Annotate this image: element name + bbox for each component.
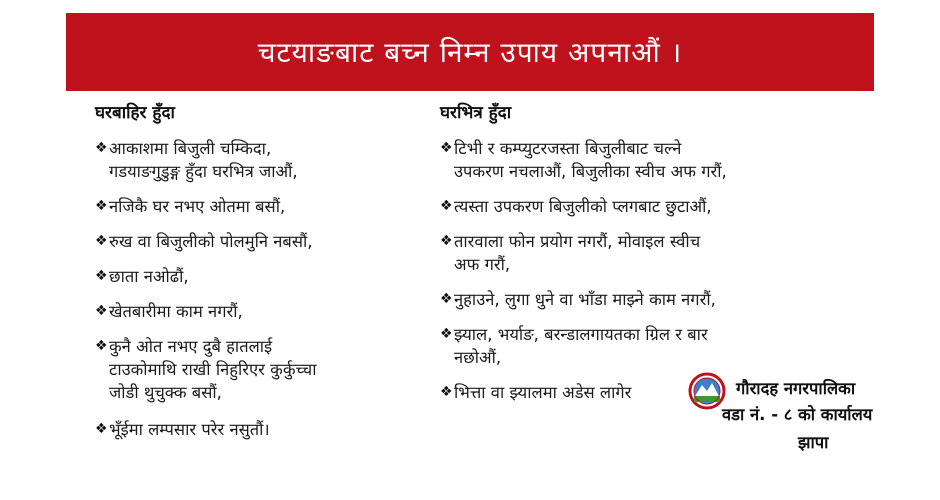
outside-column <box>95 100 415 453</box>
municipality-emblem-icon <box>688 372 726 410</box>
list-item: ❖ भित्ता वा झ्यालमा अडेस लागेर <box>440 383 632 402</box>
diamond-bullet-icon: ❖ <box>440 198 453 214</box>
list-item: ❖ छाता नओढौं, <box>95 267 189 286</box>
list-item: ❖ तारवाला फोन प्रयोग नगरौं, मोवाइल स्वीच अफ गरौं, <box>440 232 701 274</box>
list-item: ❖ खेतबारीमा काम नगरौं, <box>95 302 243 321</box>
ward-office: वडा नं. - ८ को कार्यालय <box>722 405 873 424</box>
diamond-bullet-icon: ❖ <box>440 233 453 249</box>
diamond-bullet-icon: ❖ <box>95 198 108 214</box>
diamond-bullet-icon: ❖ <box>440 291 453 307</box>
list-item: ❖ नजिकै घर नभए ओतमा बसौं, <box>95 197 286 216</box>
page-title: चटयाङबाट बच्न निम्न उपाय अपनाऔं । <box>257 36 683 69</box>
outside-heading: घरबाहिर हुँदा <box>95 103 175 123</box>
inside-list <box>440 137 860 404</box>
municipality-name: गौरादह नगरपालिका <box>736 379 856 398</box>
inside-heading: घरभित्र हुँदा <box>440 103 512 123</box>
diamond-bullet-icon: ❖ <box>95 338 108 354</box>
diamond-bullet-icon: ❖ <box>95 303 108 319</box>
list-item: ❖ रुख वा बिजुलीको पोलमुनि नबसौं, <box>95 232 313 251</box>
district-name: झापा <box>798 433 829 452</box>
diamond-bullet-icon: ❖ <box>95 421 108 437</box>
list-item: ❖ आकाशमा बिजुली चम्किदा, गडयाङगुडुङ्ग हुँदा घरभित्र जाऔं, <box>95 139 298 181</box>
diamond-bullet-icon: ❖ <box>95 233 108 249</box>
list-item: ❖ भूँईमा लम्पसार परेर नसुतौं। <box>95 420 270 439</box>
outside-list <box>95 137 415 441</box>
diamond-bullet-icon: ❖ <box>440 326 453 342</box>
list-item: ❖ टिभी र कम्प्युटरजस्ता बिजुलीबाट चल्ने उपकरण नचलाऔं, बिजुलीका स्वीच अफ गरौं, <box>440 139 727 181</box>
list-item: ❖ कुनै ओत नभए दुबै हातलाई टाउकोमाथि राखी निहुरिएर कुर्कुच्चा जोडी थुचुक्क बसौं, <box>95 337 317 402</box>
diamond-bullet-icon: ❖ <box>440 384 453 400</box>
diamond-bullet-icon: ❖ <box>440 140 453 156</box>
title-banner <box>66 13 874 91</box>
diamond-bullet-icon: ❖ <box>95 140 108 156</box>
list-item: ❖ त्यस्ता उपकरण बिजुलीको प्लगबाट छुटाऔं, <box>440 197 712 216</box>
list-item: ❖ नुहाउने, लुगा धुने वा भाँडा माझ्ने काम नगरौं, <box>440 290 716 309</box>
list-item: ❖ झ्याल, भर्याङ, बरन्डालगायतका ग्रिल र बार नछोऔं, <box>440 325 708 367</box>
diamond-bullet-icon: ❖ <box>95 268 108 284</box>
municipality-signature <box>688 372 938 472</box>
inside-column <box>440 100 860 416</box>
